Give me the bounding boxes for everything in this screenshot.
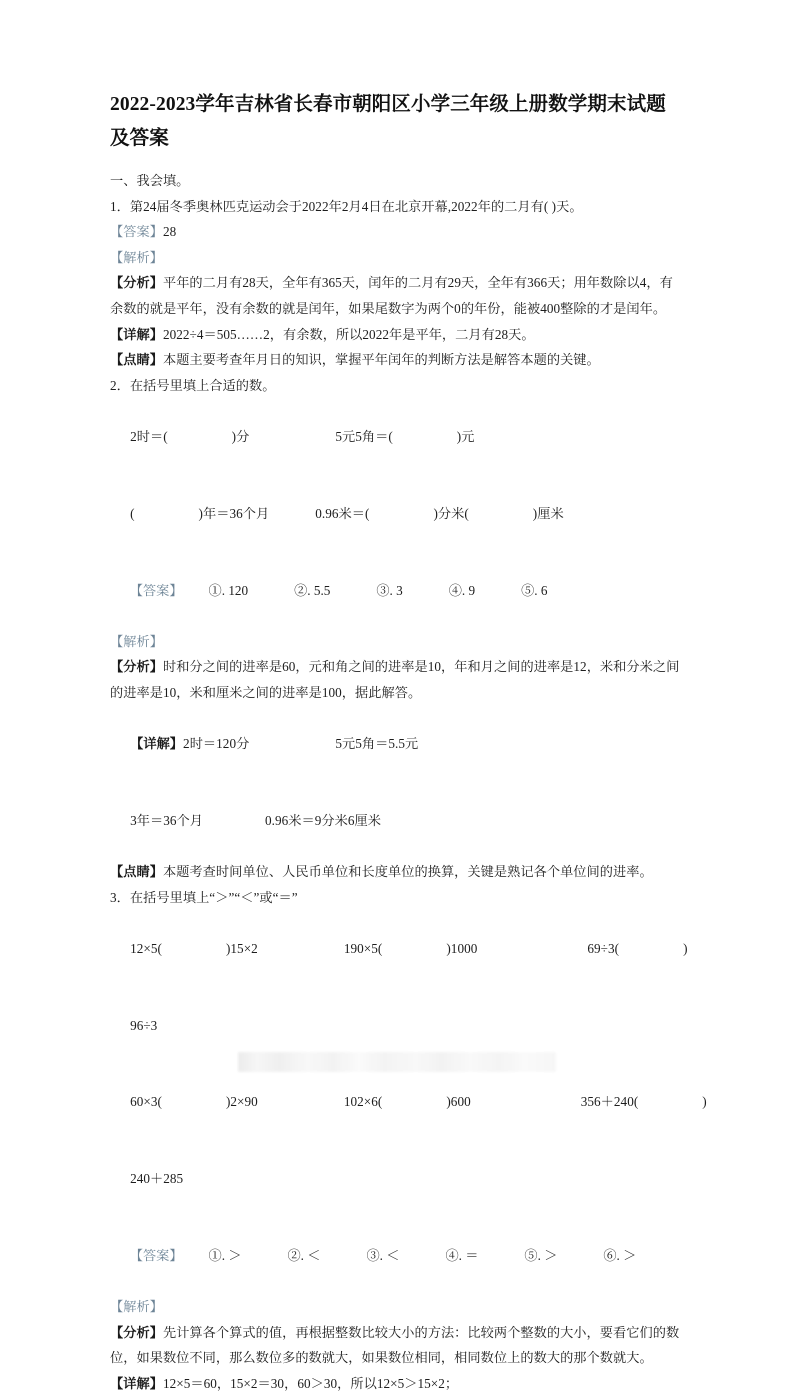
page-title: 2022-2023学年吉林省长春市朝阳区小学三年级上册数学期末试题及答案 bbox=[110, 94, 666, 149]
q2-ans-4-val: 9 bbox=[468, 582, 476, 598]
q2-detail-2b: 0.96米＝9分米6厘米 bbox=[264, 812, 381, 828]
question-3-detail bbox=[110, 1371, 684, 1397]
question-1-stem: 1．第24届冬季奥林匹克运动会于2022年2月4日在北京开幕,2022年的二月有( )天。 bbox=[110, 198, 583, 214]
question-3-analysis bbox=[110, 1320, 684, 1371]
q3-ans-2-num: ②. bbox=[287, 1247, 304, 1263]
q3-ans-6-num: ⑥. bbox=[603, 1247, 620, 1263]
q3-ans-2-val: ＜ bbox=[307, 1247, 321, 1263]
q2-r1-mid: )分 bbox=[231, 428, 250, 444]
q2-ans-1-num: ①. bbox=[208, 582, 226, 598]
detail-label: 【详解】 bbox=[110, 1375, 163, 1391]
q3-ans-5-val: ＞ bbox=[544, 1247, 558, 1263]
question-1-highlight-text: 本题主要考查年月日的知识，掌握平年闰年的判断方法是解答本题的关键。 bbox=[162, 352, 600, 368]
q3-ans-1-val: ＞ bbox=[228, 1247, 242, 1263]
q2-r1-right-b: )元 bbox=[456, 428, 475, 444]
q3-ans-4-val: ＝ bbox=[465, 1247, 479, 1263]
question-3-explain-marker bbox=[110, 1294, 684, 1320]
q2-r1-left: 2时＝( bbox=[130, 428, 168, 444]
question-1-detail bbox=[110, 322, 684, 348]
question-3-compare-row-2 bbox=[110, 1064, 707, 1141]
q2-ans-1-val: 120 bbox=[228, 582, 249, 598]
q3-ans-3-val: ＜ bbox=[386, 1247, 400, 1263]
answer-marker: 【答案】 bbox=[110, 224, 163, 240]
analysis-label: 【分析】 bbox=[110, 659, 163, 675]
q3-r2-f: ) bbox=[702, 1094, 707, 1110]
answer-marker: 【答案】 bbox=[129, 1247, 183, 1263]
q3-r1-e: 69÷3( bbox=[587, 940, 620, 956]
question-1-analysis bbox=[110, 270, 684, 321]
highlight-label: 【点睛】 bbox=[110, 352, 163, 368]
q3-r2-c: 102×6( bbox=[343, 1094, 383, 1110]
question-2-detail-row-1 bbox=[110, 705, 684, 782]
question-2-analysis bbox=[110, 654, 684, 705]
question-2-detail-row-2 bbox=[110, 782, 684, 859]
q3-ans-5-num: ⑤. bbox=[524, 1247, 541, 1263]
q2-ans-3-val: 3 bbox=[396, 582, 403, 598]
q3-ans-6-val: ＞ bbox=[623, 1247, 637, 1263]
q2-ans-2-val: 5.5 bbox=[313, 582, 331, 598]
question-3-compare-cont-2 bbox=[110, 1141, 684, 1218]
question-2-answer bbox=[110, 552, 684, 629]
q3-r1-c: 190×5( bbox=[343, 940, 383, 956]
question-2-fill-row-2 bbox=[110, 475, 684, 552]
q2-ans-5-num: ⑤. bbox=[521, 582, 538, 598]
question-3-compare-cont-1 bbox=[110, 987, 684, 1064]
q3-r1-a: 12×5( bbox=[130, 940, 162, 956]
question-1-detail-text: 2022÷4＝505……2，有余数，所以2022年是平年，二月有28天。 bbox=[162, 326, 535, 342]
q3-r2-a: 60×3( bbox=[130, 1094, 162, 1110]
q3-cont-1: 96÷3 bbox=[130, 1017, 158, 1033]
q3-r1-d: )1000 bbox=[446, 940, 478, 956]
q2-r2-right-c: )厘米 bbox=[532, 505, 564, 521]
q2-r2-right-a: 0.96米＝( bbox=[315, 505, 370, 521]
question-1-analysis-text: 平年的二月有28天，全年有365天，闰年的二月有29天，全年有366天；用年数除以4，有余数的就是平年，没有余数的就是闰年，如果尾数字为两个0的年份，能被400整除的才是闰年。 bbox=[110, 275, 673, 316]
section-heading: 一、我会填。 bbox=[110, 173, 190, 188]
question-1-answer bbox=[110, 219, 684, 245]
analysis-label: 【分析】 bbox=[110, 1324, 163, 1340]
question-2-analysis-text: 时和分之间的进率是60，元和角之间的进率是10，年和月之间的进率是12，米和分米之间的进率是10，米和厘米之间的进率是100，据此解答。 bbox=[110, 659, 680, 700]
highlight-label: 【点睛】 bbox=[110, 864, 163, 880]
q2-r2-mid: )年＝36个月 bbox=[198, 505, 270, 521]
question-2-fill-row-1 bbox=[110, 398, 684, 475]
q3-r2-b: )2×90 bbox=[225, 1094, 258, 1110]
q2-r2-right-b: )分米( bbox=[433, 505, 469, 521]
question-3-stem: 3．在括号里填上“＞”“＜”或“＝” bbox=[110, 889, 298, 905]
q2-detail-1b: 5元5角＝5.5元 bbox=[335, 736, 419, 752]
q2-detail-1a: 2时＝120分 bbox=[183, 736, 250, 752]
question-2-stem: 2．在括号里填上合适的数。 bbox=[110, 377, 276, 393]
q3-ans-3-num: ③. bbox=[366, 1247, 383, 1263]
document-content bbox=[110, 88, 707, 1397]
question-2-explain-marker bbox=[110, 629, 684, 655]
question-2-highlight bbox=[110, 859, 684, 885]
answer-marker: 【答案】 bbox=[129, 582, 183, 598]
q2-ans-3-num: ③. bbox=[376, 582, 393, 598]
question-3-compare-row-1 bbox=[110, 910, 688, 987]
q2-r2-left: ( bbox=[130, 505, 135, 521]
question-1-answer-value: 28 bbox=[162, 224, 177, 240]
question-3-analysis-text: 先计算各个算式的值，再根据整数比较大小的方法：比较两个整数的大小，要看它们的数位，如果数位不同，那么数位多的数就大，如果数位相同，相同数位上的数大的那个数就大。 bbox=[110, 1324, 680, 1366]
question-3-answer bbox=[110, 1217, 684, 1294]
detail-label: 【详解】 bbox=[110, 326, 163, 342]
question-1-explain-marker bbox=[110, 245, 684, 271]
q2-detail-2a: 3年＝36个月 bbox=[130, 812, 203, 828]
q3-r2-e: 356＋240( bbox=[580, 1094, 639, 1110]
explain-marker: 【解析】 bbox=[110, 633, 163, 649]
question-1-highlight bbox=[110, 347, 684, 373]
q2-ans-2-num: ②. bbox=[294, 582, 311, 598]
explain-marker: 【解析】 bbox=[110, 1299, 163, 1315]
q3-r1-b: )15×2 bbox=[225, 940, 258, 956]
explain-marker: 【解析】 bbox=[110, 249, 163, 265]
q2-r1-right-a: 5元5角＝( bbox=[335, 428, 393, 444]
question-3-detail-text: 12×5＝60，15×2＝30，60＞30，所以12×5＞15×2； bbox=[162, 1375, 459, 1391]
q2-ans-4-num: ④. bbox=[448, 582, 466, 598]
q3-ans-1-num: ①. bbox=[208, 1247, 226, 1263]
analysis-label: 【分析】 bbox=[110, 275, 163, 291]
q3-r2-d: )600 bbox=[446, 1094, 471, 1110]
q2-ans-5-val: 6 bbox=[540, 582, 548, 598]
q3-ans-4-num: ④. bbox=[445, 1247, 462, 1263]
detail-label: 【详解】 bbox=[130, 736, 184, 752]
q3-cont-2: 240＋285 bbox=[130, 1171, 184, 1187]
question-2-highlight-text: 本题考查时间单位、人民币单位和长度单位的换算，关键是熟记各个单位间的进率。 bbox=[162, 864, 653, 880]
q3-r1-f: ) bbox=[683, 940, 688, 956]
